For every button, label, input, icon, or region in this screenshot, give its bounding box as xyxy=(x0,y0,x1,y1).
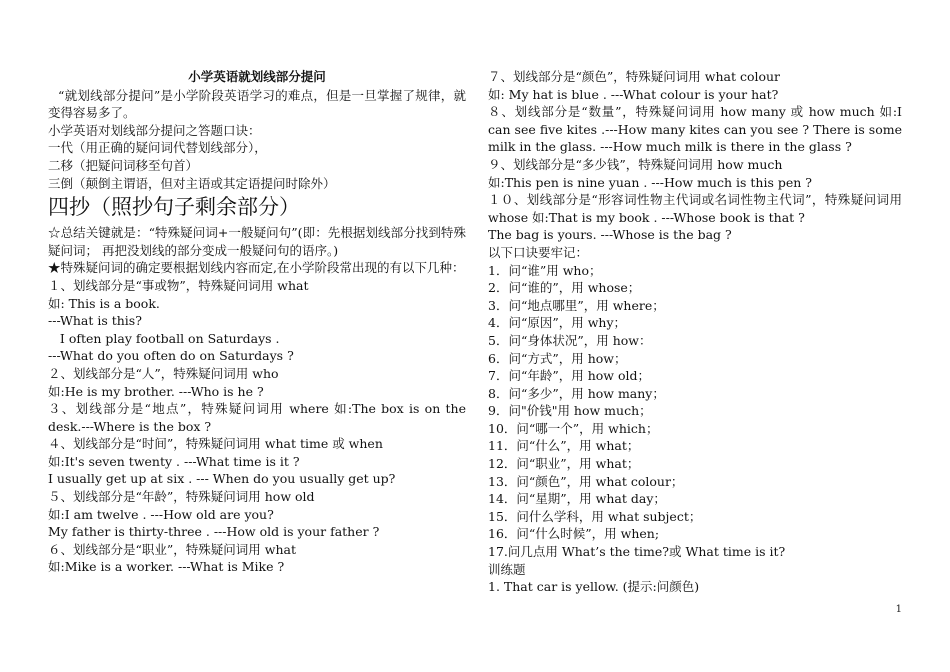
text-paragraph: １０、划线部分是“形容词性物主代词或名词性物主代词”，特殊疑问词用 whose 如:That is my book . ---Whose book is that ? xyxy=(488,192,902,225)
text-line: 如: This is a book. xyxy=(48,295,160,311)
intro-paragraph: “就划线部分提问”是小学阶段英语学习的难点，但是一旦掌握了规律，就变得容易多了。 xyxy=(48,87,466,121)
rule-item: 7．问“年龄”，用 how old； xyxy=(488,368,650,384)
text-line: 二移（把疑问词移至句首） xyxy=(48,157,199,173)
text-line: ２、划线部分是“人”，特殊疑问词用 who xyxy=(48,365,279,381)
text-line: 如:I am twelve . ---How old are you? xyxy=(48,506,274,522)
text-line: ９、划线部分是“多少钱”，特殊疑问词用 how much xyxy=(488,156,783,172)
text-line: 如:It's seven twenty . ---What time is it ? xyxy=(48,453,300,469)
rule-item: 2．问“谁的”，用 whose； xyxy=(488,280,641,296)
summary-paragraph: ☆总结关键就是：“特殊疑问词+一般疑问句”(即：先根据划线部分找到特殊疑问词； 再把没划线的部分变成一般疑问句的语序。) xyxy=(48,225,466,258)
text-line: The bag is yours. ---Whose is the bag ? xyxy=(488,227,732,243)
section-heading: 四抄（照抄句子剩余部分） xyxy=(48,195,300,220)
text-line: 三倒（颠倒主谓语，但对主语或其定语提问时除外） xyxy=(48,175,336,191)
rule-item: 16．问“什么时候”，用 when; xyxy=(488,526,660,542)
rule-item: 13．问“颜色”，用 what colour； xyxy=(488,473,684,489)
text-line: 如:This pen is nine yuan . ---How much is this pen ? xyxy=(488,174,812,190)
rule-item: 12．问“职业”，用 what； xyxy=(488,456,640,472)
text-line: I usually get up at six . --- When do you usually get up? xyxy=(48,471,396,487)
text-line: ６、划线部分是“职业”，特殊疑问词用 what xyxy=(48,541,296,557)
rule-item: 9．问"价钱"用 how much； xyxy=(488,403,652,419)
text-line: ---What do you often do on Saturdays ? xyxy=(48,348,294,364)
text-line: ４、划线部分是“时间”，特殊疑问词用 what time 或 when xyxy=(48,436,383,452)
text-line: ７、划线部分是“颜色”，特殊疑问词用 what colour xyxy=(488,69,781,84)
rule-item: 14．问“星期”，用 what day； xyxy=(488,491,666,507)
left-column xyxy=(48,68,466,576)
text-line: 如:He is my brother. ---Who is he ? xyxy=(48,383,264,399)
rule-item: 10．问“哪一个”，用 which； xyxy=(488,420,659,436)
text-line: １、划线部分是“事或物”，特殊疑问词用 what xyxy=(48,277,309,293)
rule-item: 3．问“地点哪里”，用 where； xyxy=(488,297,665,313)
text-line: 一代（用正确的疑问词代替划线部分）， xyxy=(48,140,267,156)
rule-item: 17.问几点用 What’s the time?或 What time is it? xyxy=(488,544,786,560)
text-line: 如:Mike is a worker. ---What is Mike ? xyxy=(48,559,285,575)
rule-item: 6．问“方式”，用 how； xyxy=(488,350,627,366)
text-line: ---What is this? xyxy=(48,313,142,329)
text-line: ５、划线部分是“年龄”，特殊疑问词用 how old xyxy=(48,489,315,505)
rule-item: 1．问“谁”用 who； xyxy=(488,262,602,278)
rule-item: 15．问什么学科，用 what subject； xyxy=(488,508,702,524)
rule-item: 5．问“身体状况”，用 how： xyxy=(488,332,652,348)
note-paragraph: ★特殊疑问词的确定要根据划线内容而定,在小学阶段常出现的有以下几种： xyxy=(48,260,465,276)
text-line: I often play football on Saturdays . xyxy=(48,330,280,346)
text-line: My father is thirty-three . ---How old is your father ? xyxy=(48,524,380,540)
text-line: 小学英语对划线部分提问之答题口诀： xyxy=(48,122,261,138)
page-number: 1 xyxy=(895,604,902,615)
text-line: 以下口诀要牢记： xyxy=(488,244,589,260)
text-line: 如: My hat is blue . ---What colour is your hat? xyxy=(488,86,779,102)
right-column xyxy=(488,68,902,596)
rule-item: 8．问“多少”，用 how many； xyxy=(488,385,665,401)
text-paragraph: ８、划线部分是“数量”，特殊疑问词用 how many 或 how much 如:I can see five kites .---How many kites can you see ? There is some milk in the glass. ---How much milk is there in the glass ? xyxy=(488,104,902,155)
exercise-item: 1. That car is yellow. (提示:问颜色) xyxy=(488,579,700,595)
rule-item: 11．问“什么”，用 what； xyxy=(488,438,640,454)
text-paragraph: ３、划线部分是“地点”，特殊疑问词用 where 如:The box is on the desk.---Where is the box ? xyxy=(48,401,466,434)
rule-item: 4．问“原因”，用 why； xyxy=(488,315,627,331)
exercise-heading: 训练题 xyxy=(488,561,526,577)
document-title: 小学英语就划线部分提问 xyxy=(188,69,326,84)
